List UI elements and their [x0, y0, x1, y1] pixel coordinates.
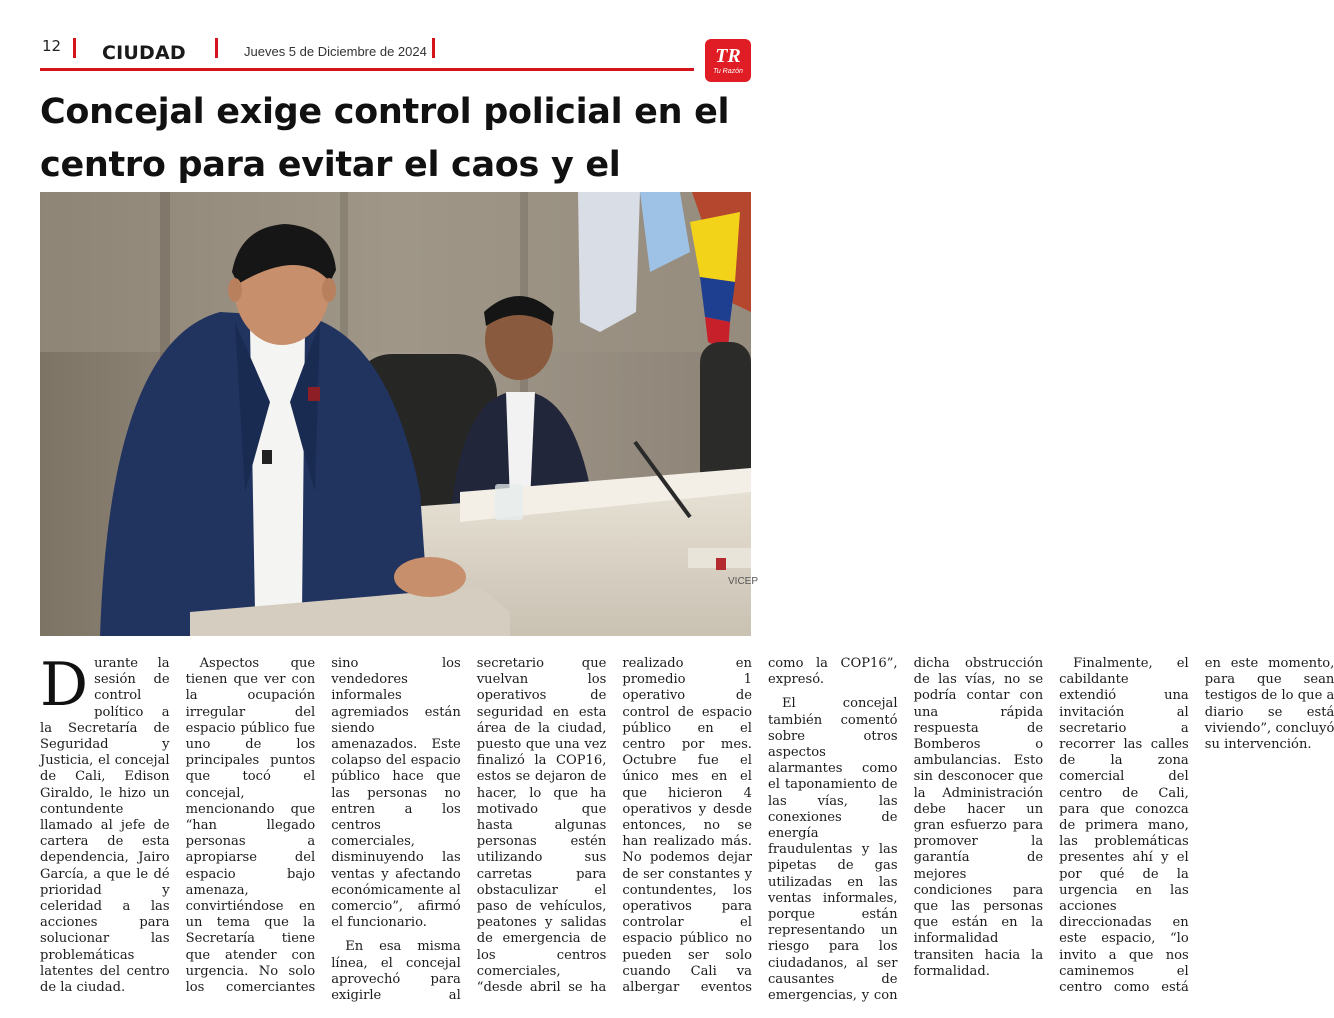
- header-rule: [40, 68, 694, 71]
- logo-tagline: Tu Razón: [713, 68, 743, 75]
- header-divider: [215, 38, 218, 58]
- section-label: CIUDAD: [102, 42, 186, 64]
- article-headline: Concejal exige control policial en el centro para evitar el caos y el: [40, 92, 730, 185]
- article-body: [40, 650, 1334, 1006]
- issue-date: Jueves 5 de Diciembre de 2024: [244, 44, 427, 59]
- council-session-illustration: [40, 192, 759, 636]
- article-paragraph: Aspectos que tienen que ver con la ocupación irregular del espacio público fue uno de los principales puntos que tocó el concejal, mencionando que “han llegado personas a apropiarse del espacio bajo amenaza, convirtiéndose en un tema que la Secretaría tiene que atender con urgencia. No solo los comerciantes sino los vendedores informales agremiados están siendo amenazados. Este colapso del espacio público hace que las personas no entren a los centros comerciales, disminuyendo las ventas y afectando económicamente al comercio”, afirmó el funcionario.: [185, 656, 461, 996]
- header-divider: [432, 38, 435, 58]
- article-paragraph: [40, 650, 170, 996]
- article-paragraph: El concejal también comentó sobre otros aspectos alarmantes como el taponamiento de las vías, las conexiones de energía fraudulentas y las pipetas de gas utilizadas en las ventas informales, porque están representando un riesgo para los ciudadanos, al ser causantes de emergencias, y con dicha obstrucción de las vías, no se podría contar con una rápida respuesta de Bomberos o ambulancias. Esto sin desconocer que la Administración debe hacer un gran esfuerzo para promover la garantía de mejores condiciones para que las personas que están en la informalidad transiten hacia la formalidad.: [767, 656, 1044, 1004]
- logo-mark: TR: [715, 45, 741, 67]
- page-header: [0, 0, 790, 90]
- desk-placard-text: VICEP: [728, 576, 759, 587]
- paragraph-text: urante la sesión de control político a la Secretaría de Seguridad y Justicia, el concejal de Cali, Edison Giraldo, le hizo un contundente llamado al jefe de cartera de esta dependencia, Jairo García, a que le dé prioridad y celeridad a las acciones para solucionar las problemáticas latentes del centro de la ciudad.: [40, 656, 170, 996]
- drop-cap: D: [40, 650, 89, 720]
- brand-logo[interactable]: [705, 39, 751, 82]
- page-number: 12: [42, 37, 62, 55]
- article-photo: [40, 192, 759, 636]
- article-paragraph: Finalmente, el cabildante extendió una invitación al secretario a recorrer las calles de la zona comercial del centro de Cali, para que conozca de primera mano, las problemáticas presentes ahí y el por qué de la urgencia en las acciones direccionadas en este espacio, “lo invito a que nos caminemos el centro como está en este momento, para que sean testigos de lo que a diario se está viviendo”, concluyó su intervención.: [1059, 656, 1334, 996]
- article-paragraph: En esa misma línea, el concejal aprovechó para exigirle al secretario que vuelvan los operativos de seguridad en esta área de la ciudad, puesto que una vez finalizó la COP16, estos se dejaron de hacer, lo que ha motivado que hasta algunas personas estén utilizando sus carretas para obstaculizar el paso de vehículos, peatones y salidas de emergencia de los centros comerciales, “desde abril se ha realizado en promedio 1 operativo de control de espacio público en el centro por mes. Octubre fue el único mes en el que hicieron 4 operativos y desde entonces, no se han realizado más. No podemos dejar de ser constantes y contundentes, los operativos para controlar el espacio público no pueden ser solo cuando Cali va albergar eventos como la COP16”, expresó.: [331, 656, 898, 1004]
- header-divider: [73, 38, 76, 58]
